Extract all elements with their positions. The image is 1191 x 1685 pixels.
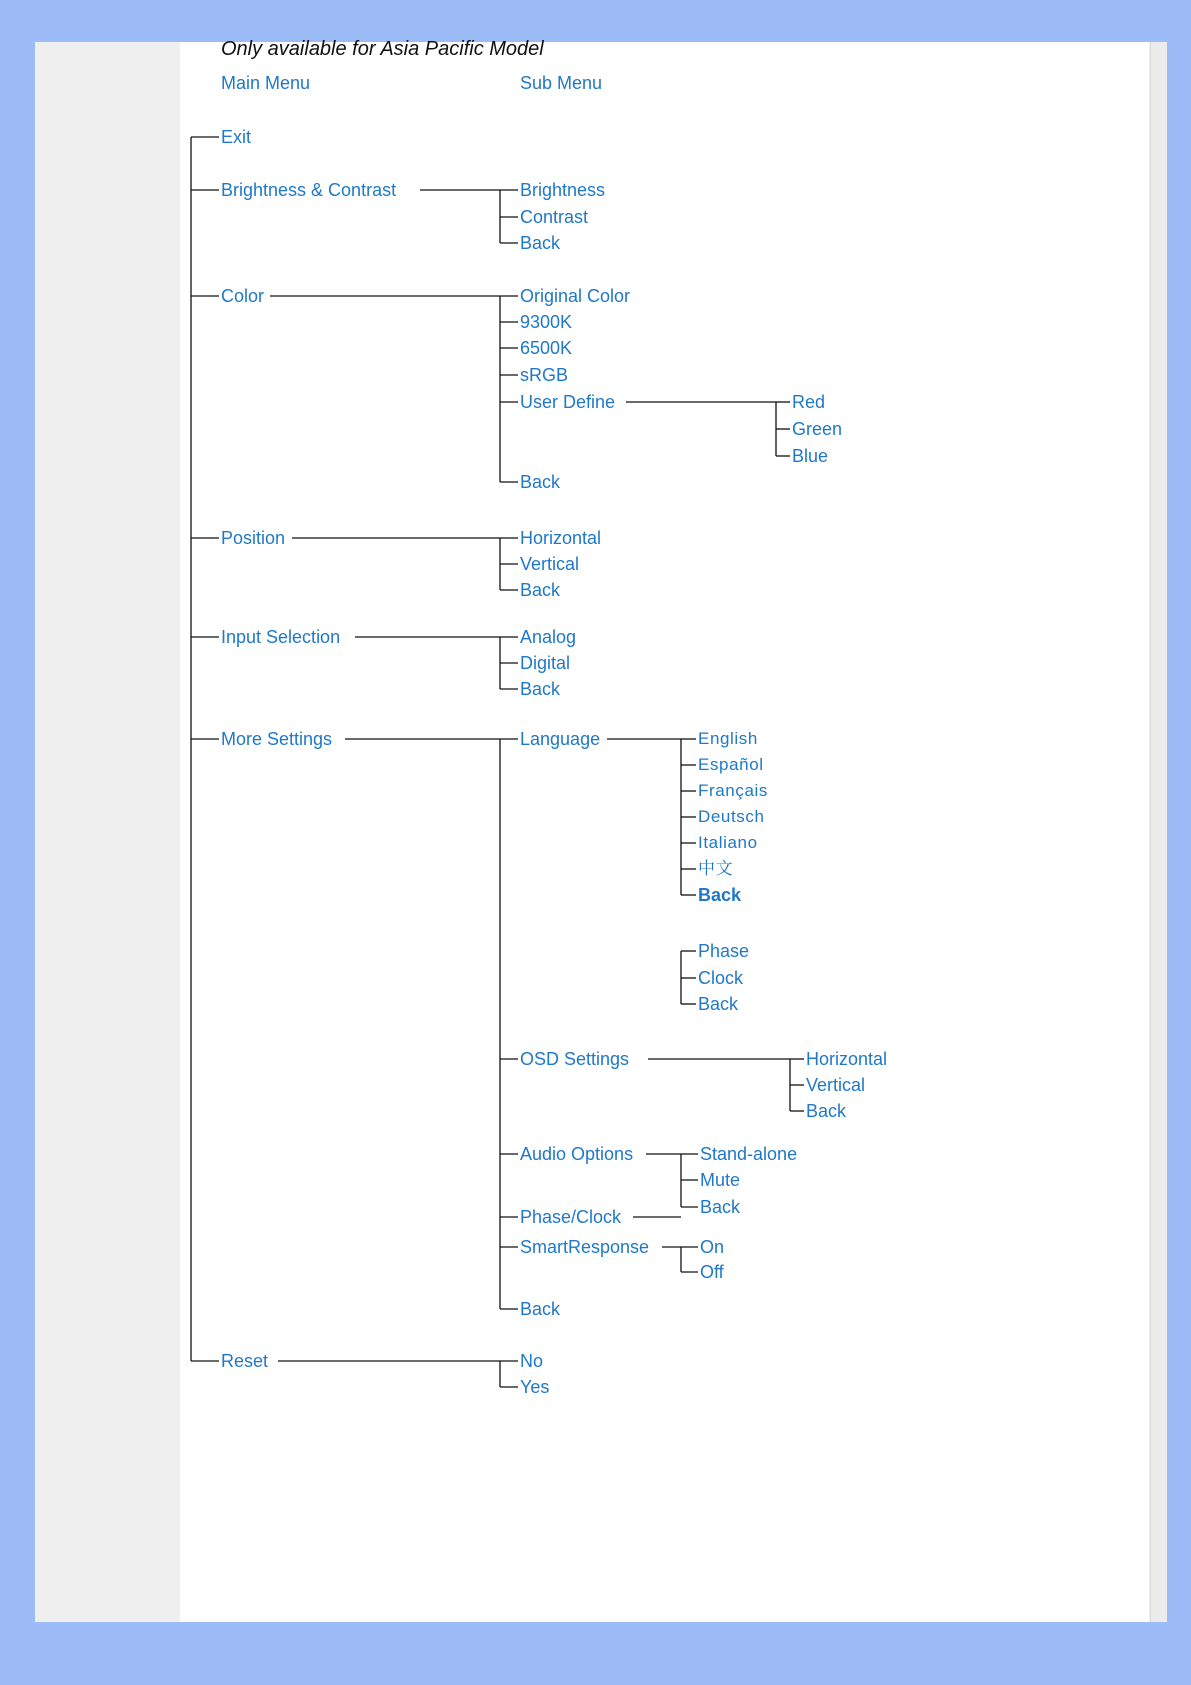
submenu-item: User Define [520,392,616,412]
subsubmenu-item: Off [700,1262,724,1282]
submenu-item: Back [520,472,561,492]
subsubmenu-item: Back [698,885,742,905]
subsubmenu-item: Vertical [806,1075,866,1095]
submenu-item: Audio Options [520,1144,634,1164]
submenu-item: Back [520,679,561,699]
subsubmenu-item: English [698,729,758,748]
submenu-item: 6500K [520,338,573,358]
subsubmenu-item: Mute [700,1170,741,1190]
submenu-item: Digital [520,653,571,673]
main-menu-item: Brightness & Contrast [221,180,397,200]
main-menu-item: Position [221,528,286,548]
submenu-item: Analog [520,627,577,647]
submenu-item: Yes [520,1377,550,1397]
submenu-item: Horizontal [520,528,602,548]
submenu-item: Contrast [520,207,589,227]
main-menu-item: Color [221,286,265,306]
subsubmenu-item: Back [700,1197,741,1217]
submenu-item: Back [520,1299,561,1319]
submenu-item: OSD Settings [520,1049,630,1069]
subsubmenu-item: Horizontal [806,1049,888,1069]
subsubmenu-item: 中文 [698,859,734,878]
submenu-item: Back [520,233,561,253]
main-menu-item: Input Selection [221,627,341,647]
submenu-item: 9300K [520,312,573,332]
subsubmenu-item: Red [792,392,826,412]
subsubmenu-item: Back [698,994,739,1014]
submenu-item: Language [520,729,601,749]
subsubmenu-item: Clock [698,968,744,988]
submenu-item: Original Color [520,286,631,306]
subsubmenu-item: Back [806,1101,847,1121]
subsubmenu-item: Deutsch [698,807,765,826]
subsubmenu-item: Español [698,755,764,774]
main-menu-item: More Settings [221,729,333,749]
subsubmenu-item: Phase [698,941,750,961]
subsubmenu-item: Green [792,419,843,439]
subsubmenu-item: Italiano [698,833,758,852]
main-menu-item: Reset [221,1351,269,1371]
main-menu-header: Main Menu [221,73,311,93]
sub-menu-header: Sub Menu [520,73,603,93]
main-menu-item: Exit [221,127,252,147]
subsubmenu-item: On [700,1237,725,1257]
submenu-item: Brightness [520,180,606,200]
submenu-item: Back [520,580,561,600]
submenu-item: Vertical [520,554,580,574]
submenu-item: Phase/Clock [520,1207,622,1227]
availability-note: Only available for Asia Pacific Model [221,38,544,60]
subsubmenu-item: Stand-alone [700,1144,798,1164]
subsubmenu-item: Blue [792,446,829,466]
submenu-item: SmartResponse [520,1237,650,1257]
subsubmenu-item: Français [698,781,768,800]
submenu-item: sRGB [520,365,569,385]
submenu-item: No [520,1351,544,1371]
